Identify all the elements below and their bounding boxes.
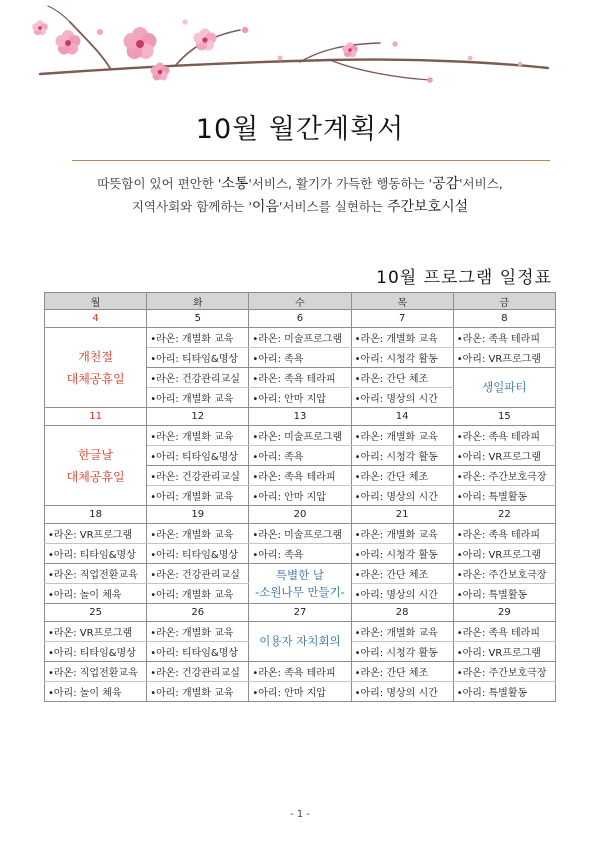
activity-cell: •라온: 간단 체조: [351, 466, 453, 486]
activity-cell: •라온: 족욕 테라피: [453, 524, 555, 544]
intro-text: '서비스를 실현하는: [278, 199, 387, 214]
date-cell: 26: [147, 604, 249, 622]
date-row: [45, 604, 556, 622]
date-cell: 6: [249, 310, 351, 328]
plum-blossom-branch-illustration: [0, 0, 600, 95]
activity-cell: •아리: 시청각 활동: [351, 348, 453, 368]
holiday-name: 한글날: [78, 447, 113, 462]
date-row: [45, 506, 556, 524]
activity-cell: •라온: 간단 체조: [351, 662, 453, 682]
activity-row: [45, 662, 556, 682]
date-cell: 25: [45, 604, 147, 622]
date-cell: 13: [249, 408, 351, 426]
activity-cell: •라온: 족욕 테라피: [249, 466, 351, 486]
day-header-row: [45, 293, 556, 310]
activity-cell: •라온: VR프로그램: [45, 622, 147, 642]
activity-cell: •아리: 티타임&명상: [147, 544, 249, 564]
activity-cell: •라온: 족욕 테라피: [453, 426, 555, 446]
activity-cell: •아리: 시청각 활동: [351, 544, 453, 564]
activity-cell: •아리: 티타임&명상: [45, 544, 147, 564]
activity-cell: •아리: VR프로그램: [453, 544, 555, 564]
holiday-note: 대체공휴일: [66, 469, 125, 484]
activity-cell: •아리: 특별활동: [453, 584, 555, 604]
activity-cell: •라온: 족욕 테라피: [249, 368, 351, 388]
activity-cell: •아리: 족욕: [249, 544, 351, 564]
activity-cell: •아리: 놀이 체육: [45, 584, 147, 604]
activity-cell: •아리: VR프로그램: [453, 446, 555, 466]
day-header-tue: 화: [147, 293, 249, 310]
date-cell: 18: [45, 506, 147, 524]
intro-text: 따뜻함이 있어 편안한 ': [97, 176, 222, 191]
activity-cell: •아리: 특별활동: [453, 682, 555, 702]
activity-cell: •라온: 건강관리교실: [147, 564, 249, 584]
activity-row: [45, 426, 556, 446]
intro-keyword-sotong: 소통: [221, 176, 249, 192]
date-cell: 27: [249, 604, 351, 622]
activity-cell: •아리: 시청각 활동: [351, 446, 453, 466]
activity-cell: •라온: 개별화 교육: [351, 524, 453, 544]
activity-cell: •라온: 족욕 테라피: [453, 622, 555, 642]
activity-cell: •라온: 족욕 테라피: [453, 328, 555, 348]
activity-row: [45, 682, 556, 702]
event-label: 생일파티: [482, 380, 527, 394]
special-day-subtitle: -소원나무 만들기-: [255, 584, 345, 599]
activity-row: [45, 622, 556, 642]
date-cell: 20: [249, 506, 351, 524]
activity-cell: •라온: 건강관리교실: [147, 466, 249, 486]
day-header-fri: 금: [453, 293, 555, 310]
activity-cell: •라온: 건강관리교실: [147, 368, 249, 388]
special-day-cell: [249, 564, 351, 604]
date-cell: 28: [351, 604, 453, 622]
date-cell: 14: [351, 408, 453, 426]
intro-keyword-ieum: 이음: [251, 199, 279, 215]
activity-cell: •라온: 미술프로그램: [249, 426, 351, 446]
blank-cell: [45, 702, 147, 733]
intro-line-1: [0, 173, 600, 193]
day-header-mon: 월: [45, 293, 147, 310]
activity-cell: •라온: 개별화 교육: [351, 328, 453, 348]
activity-cell: •아리: 족욕: [249, 446, 351, 466]
activity-cell: •라온: 개별화 교육: [351, 622, 453, 642]
special-day-label: 특별한 날: [275, 567, 325, 582]
activity-cell: •라온: 직업전환교육: [45, 564, 147, 584]
activity-cell: •라온: 개별화 교육: [351, 426, 453, 446]
activity-cell: •라온: 주간보호극장: [453, 662, 555, 682]
date-cell: 15: [453, 408, 555, 426]
activity-cell: •아리: 개별화 교육: [147, 486, 249, 506]
schedule-table: [44, 292, 556, 732]
intro-line-2: [0, 196, 600, 216]
activity-cell: •라온: 주간보호극장: [453, 564, 555, 584]
activity-cell: •아리: 시청각 활동: [351, 642, 453, 662]
blank-cell: [351, 702, 453, 733]
schedule-title: 10월 프로그램 일정표: [376, 268, 552, 288]
activity-cell: •아리: 명상의 시간: [351, 388, 453, 408]
day-header-thu: 목: [351, 293, 453, 310]
self-governing-meeting-cell: [249, 622, 351, 662]
blossom-icon: [32, 19, 522, 82]
holiday-note: 대체공휴일: [66, 371, 125, 386]
activity-cell: •아리: 안마 지압: [249, 486, 351, 506]
activity-cell: •아리: 개별화 교육: [147, 682, 249, 702]
activity-cell: •아리: 특별활동: [453, 486, 555, 506]
holiday-cell: [45, 426, 147, 506]
intro-text: '서비스, 활기가 가득한 행동하는 ': [248, 176, 433, 191]
blank-row: [45, 702, 556, 733]
intro-keyword-gonggam: 공감: [432, 176, 460, 192]
title-divider: [72, 160, 550, 161]
date-cell: 5: [147, 310, 249, 328]
activity-cell: •라온: 미술프로그램: [249, 328, 351, 348]
activity-cell: •라온: 미술프로그램: [249, 524, 351, 544]
date-cell: 11: [45, 408, 147, 426]
activity-cell: •아리: 개별화 교육: [147, 584, 249, 604]
page-number: - 1 -: [290, 809, 310, 820]
activity-cell: •아리: 명상의 시간: [351, 486, 453, 506]
activity-cell: •아리: 개별화 교육: [147, 388, 249, 408]
activity-row: [45, 544, 556, 564]
date-cell: 19: [147, 506, 249, 524]
event-label: 이용자 자치회의: [259, 634, 341, 648]
activity-cell: •아리: 티타임&명상: [147, 446, 249, 466]
activity-row: [45, 328, 556, 348]
day-header-wed: 수: [249, 293, 351, 310]
date-cell: 4: [45, 310, 147, 328]
activity-cell: •라온: 개별화 교육: [147, 524, 249, 544]
intro-text: 지역사회와 함께하는 ': [131, 199, 252, 214]
date-row: [45, 408, 556, 426]
activity-cell: •아리: VR프로그램: [453, 348, 555, 368]
activity-cell: •라온: 주간보호극장: [453, 466, 555, 486]
page-title: 10월 월간계획서: [195, 114, 405, 145]
activity-cell: •라온: 직업전환교육: [45, 662, 147, 682]
blank-cell: [453, 702, 555, 733]
activity-cell: •아리: 티타임&명상: [45, 642, 147, 662]
activity-cell: •라온: 간단 체조: [351, 564, 453, 584]
date-cell: 22: [453, 506, 555, 524]
activity-cell: •라온: 간단 체조: [351, 368, 453, 388]
date-cell: 12: [147, 408, 249, 426]
date-row: [45, 310, 556, 328]
holiday-name: 개천절: [78, 349, 113, 364]
activity-cell: •아리: 족욕: [249, 348, 351, 368]
activity-cell: •라온: VR프로그램: [45, 524, 147, 544]
activity-cell: •아리: 놀이 체육: [45, 682, 147, 702]
activity-cell: •아리: VR프로그램: [453, 642, 555, 662]
activity-cell: •아리: 안마 지압: [249, 388, 351, 408]
branch-icon: [40, 6, 548, 80]
holiday-cell: [45, 328, 147, 408]
date-cell: 21: [351, 506, 453, 524]
activity-cell: •아리: 티타임&명상: [147, 348, 249, 368]
date-cell: 8: [453, 310, 555, 328]
intro-keyword-facility: 주간보호시설: [386, 199, 469, 215]
activity-cell: •라온: 개별화 교육: [147, 328, 249, 348]
intro-text: '서비스,: [459, 176, 503, 191]
date-cell: 29: [453, 604, 555, 622]
activity-cell: •라온: 족욕 테라피: [249, 662, 351, 682]
activity-cell: •아리: 안마 지압: [249, 682, 351, 702]
date-cell: 7: [351, 310, 453, 328]
activity-cell: •아리: 명상의 시간: [351, 682, 453, 702]
birthday-party-cell: [453, 368, 555, 408]
activity-cell: •아리: 명상의 시간: [351, 584, 453, 604]
activity-cell: •라온: 개별화 교육: [147, 622, 249, 642]
blank-cell: [249, 702, 351, 733]
activity-cell: •라온: 건강관리교실: [147, 662, 249, 682]
activity-row: [45, 564, 556, 584]
activity-cell: •라온: 개별화 교육: [147, 426, 249, 446]
activity-cell: •아리: 티타임&명상: [147, 642, 249, 662]
activity-row: [45, 524, 556, 544]
blank-cell: [147, 702, 249, 733]
